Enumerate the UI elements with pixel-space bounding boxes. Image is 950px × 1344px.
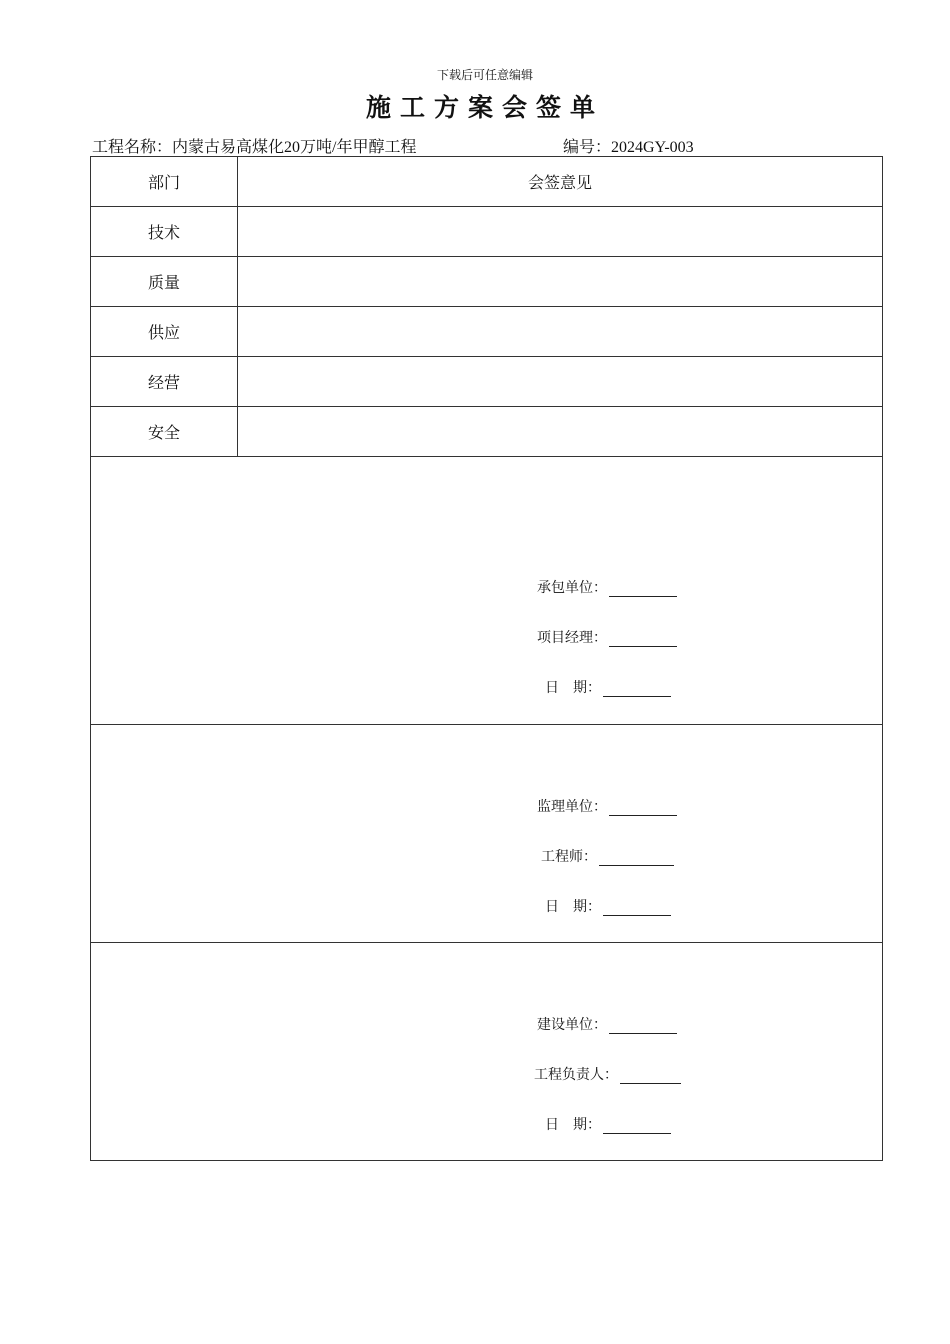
supervisor-engineer-blank[interactable]: [599, 851, 674, 866]
supervisor-sign-block: [91, 725, 883, 943]
header-dept: 部门: [91, 157, 238, 207]
opinion-cell[interactable]: [238, 207, 883, 257]
table-row: [91, 257, 883, 307]
download-note: 下载后可任意编辑: [436, 68, 533, 82]
dept-cell: 供应: [91, 307, 238, 357]
contractor-unit-label: 承包单位：: [537, 581, 607, 596]
number-info: [563, 134, 694, 157]
owner-sign-block: [91, 943, 883, 1161]
contractor-unit-blank[interactable]: [609, 582, 677, 597]
contractor-date-label: 日 期：: [545, 681, 601, 696]
contractor-sign-block: [91, 457, 883, 725]
table-header-row: [91, 157, 883, 207]
contractor-section: [91, 457, 883, 725]
contractor-date-line: [545, 677, 671, 697]
supervisor-date-line: [545, 896, 671, 916]
table-row: [91, 207, 883, 257]
supervisor-engineer-line: [541, 846, 674, 866]
table-row: [91, 357, 883, 407]
dept-cell: 安全: [91, 407, 238, 457]
opinion-cell[interactable]: [238, 357, 883, 407]
owner-unit-line: [537, 1014, 677, 1034]
contractor-manager-label: 项目经理：: [537, 631, 607, 646]
project-name: 内蒙古易高煤化20万吨/年甲醇工程: [172, 139, 417, 156]
supervisor-date-blank[interactable]: [603, 901, 671, 916]
owner-person-label: 工程负责人：: [534, 1068, 618, 1083]
owner-date-blank[interactable]: [603, 1119, 671, 1134]
signoff-table: [90, 156, 883, 1161]
contractor-date-blank[interactable]: [603, 682, 671, 697]
contractor-manager-blank[interactable]: [609, 632, 677, 647]
dept-cell: 经营: [91, 357, 238, 407]
owner-section: [91, 943, 883, 1161]
owner-date-line: [545, 1114, 671, 1134]
owner-date-label: 日 期：: [545, 1118, 601, 1133]
dept-cell: 质量: [91, 257, 238, 307]
project-label: 工程名称：: [92, 139, 173, 156]
project-info: [92, 134, 416, 157]
page-title: 施工方案会签单: [365, 95, 604, 122]
contractor-manager-line: [537, 627, 677, 647]
owner-unit-label: 建设单位：: [537, 1018, 607, 1033]
number-value: 2024GY-003: [611, 139, 694, 156]
opinion-cell[interactable]: [238, 307, 883, 357]
supervisor-unit-label: 监理单位：: [537, 800, 607, 815]
number-label: 编号：: [563, 139, 612, 156]
opinion-cell[interactable]: [238, 407, 883, 457]
owner-person-blank[interactable]: [620, 1069, 681, 1084]
supervisor-engineer-label: 工程师：: [541, 850, 597, 865]
dept-cell: 技术: [91, 207, 238, 257]
supervisor-date-label: 日 期：: [545, 900, 601, 915]
supervisor-unit-blank[interactable]: [609, 801, 677, 816]
owner-unit-blank[interactable]: [609, 1019, 677, 1034]
owner-person-line: [534, 1064, 681, 1084]
contractor-unit-line: [537, 577, 677, 597]
supervisor-unit-line: [537, 796, 677, 816]
table-row: [91, 407, 883, 457]
supervisor-section: [91, 725, 883, 943]
opinion-cell[interactable]: [238, 257, 883, 307]
header-opinion: 会签意见: [238, 157, 883, 207]
table-row: [91, 307, 883, 357]
